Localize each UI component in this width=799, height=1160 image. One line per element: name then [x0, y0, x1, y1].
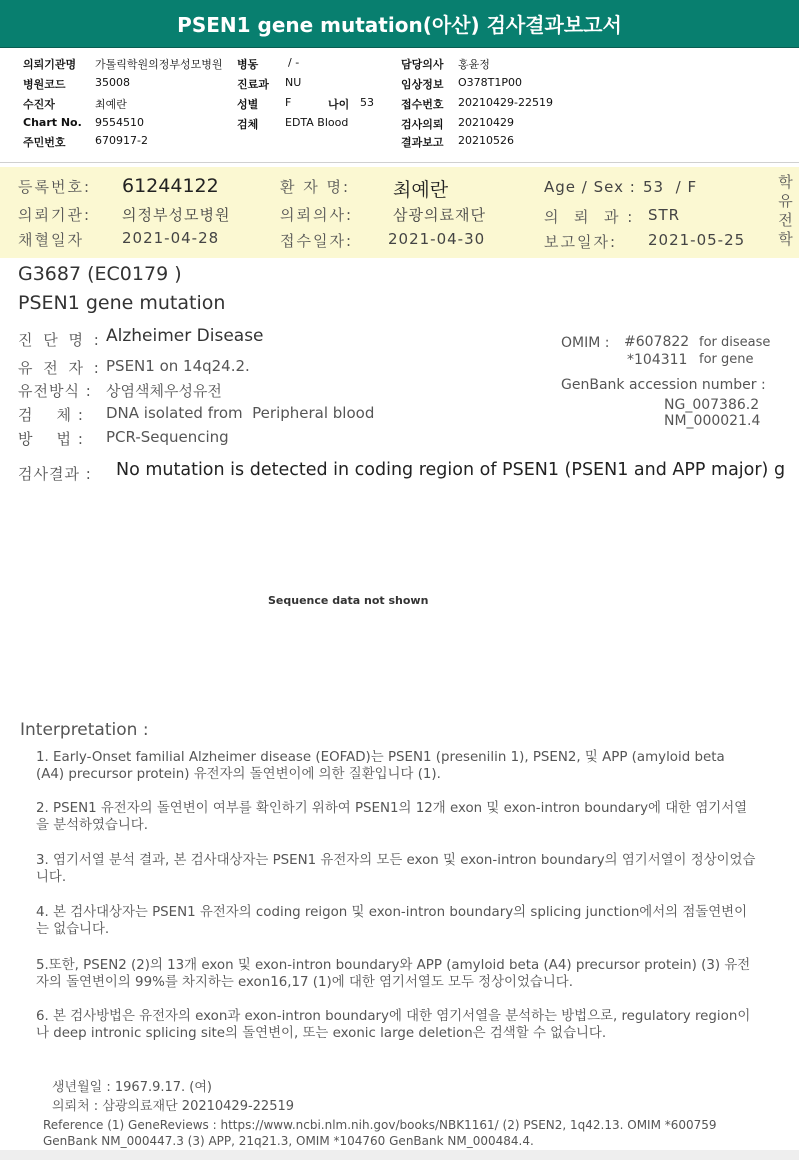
band-draw-label: 채혈일자 [18, 231, 84, 249]
band-agesex-value: 53 / F [643, 178, 698, 196]
band-inst-label: 의뢰기관: [18, 206, 92, 224]
band-inst-value: 의정부성모병원 [122, 206, 231, 224]
header-hospcode-value: 35008 [95, 76, 130, 89]
detail-method-value: PCR-Sequencing [106, 428, 229, 446]
header-request-label: 검사의뢰 [401, 118, 444, 131]
band-side-text: 학유전학 [776, 174, 794, 250]
header-chart-value: 9554510 [95, 116, 144, 129]
detail-gene-value: PSEN1 on 14q24.2. [106, 357, 250, 375]
band-req-value: 삼광의료재단 [393, 206, 486, 224]
header-report-value: 20210526 [458, 134, 514, 147]
result-text: No mutation is detected in coding region of PSEN1 (PSEN1 and APP major) g [116, 460, 786, 480]
header-hospcode-label: 병원코드 [23, 78, 66, 91]
band-reg-label: 등록번호: [18, 178, 92, 196]
header-divider [0, 162, 799, 163]
band-patient-label: 환 자 명: [280, 178, 351, 196]
detail-inheritance-label: 유전방식 : [18, 382, 92, 400]
band-recv-value: 2021-04-30 [388, 230, 486, 248]
detail-method-label: 방 법 : [18, 430, 84, 448]
band-report-value: 2021-05-25 [648, 231, 746, 249]
header-report-label: 결과보고 [401, 136, 444, 149]
omim-disease-note: for disease [699, 335, 771, 350]
footer-birth: 생년월일 : 1967.9.17. (여) [52, 1080, 213, 1095]
report-title: PSEN1 gene mutation(아산) 검사결과보고서 [0, 0, 799, 48]
header-ward-value: / - [288, 56, 300, 69]
band-reg-value: 61244122 [122, 175, 219, 197]
interpretation-paragraph: 4. 본 검사대상자는 PSEN1 유전자의 coding reigon 및 exon-intron boundary의 splicing junction에서의 점돌연변이는 없습니다. [36, 905, 748, 937]
header-inst-value: 가톨릭학원의정부성모병원 [95, 58, 223, 71]
header-inst-label: 의뢰기관명 [23, 58, 77, 71]
omim-gene-note: for gene [699, 352, 754, 367]
page-bottom-strip [0, 1150, 799, 1160]
band-dept-value: STR [648, 206, 681, 224]
footer-requester: 의뢰처 : 삼광의료재단 20210429-22519 [52, 1099, 295, 1114]
band-agesex-label: Age / Sex : [544, 178, 636, 196]
detail-specimen-value: DNA isolated from Peripheral blood [106, 404, 375, 422]
header-sex-value: F [285, 96, 292, 109]
genbank-ng: NG_007386.2 [664, 397, 760, 413]
band-report-label: 보고일자: [544, 233, 618, 251]
header-patient-label: 수진자 [23, 98, 55, 111]
header-rrn-label: 주민번호 [23, 136, 66, 149]
detail-inheritance-value: 상염색체우성유전 [106, 382, 222, 400]
header-accession-label: 접수번호 [401, 98, 444, 111]
omim-gene-id: *104311 [627, 352, 688, 368]
detail-specimen-label: 검 체 : [18, 406, 84, 424]
band-dept-label: 의 뢰 과 : [544, 208, 635, 226]
header-age-value: 53 [360, 96, 374, 109]
interpretation-paragraph: 1. Early-Onset familial Alzheimer disease (EOFAD)는 PSEN1 (presenilin 1), PSEN2, 및 APP (amyloid beta (A4) precursor protein) 유전자의 돌연변이에 의한 질환입니다 (1). [36, 750, 725, 782]
header-specimen-label: 검체 [237, 118, 259, 131]
omim-disease-id: #607822 [624, 334, 690, 350]
detail-diagnosis-label: 진 단 명 : [18, 331, 102, 349]
omim-label: OMIM : [561, 335, 610, 351]
interpretation-paragraph: 6. 본 검사방법은 유전자의 exon과 exon-intron boundary에 대한 염기서열을 분석하는 방법으로, regulatory region이나 deep intronic splicing site의 돌연변이, 또는 exonic large deletion은 검색할 수 없습니다. [36, 1009, 751, 1041]
header-patient-value: 최예란 [95, 98, 127, 111]
result-label: 검사결과 : [18, 465, 92, 483]
header-rrn-value: 670917-2 [95, 134, 148, 147]
header-age-label: 나이 [328, 98, 350, 111]
header-accession-value: 20210429-22519 [458, 96, 553, 109]
band-draw-value: 2021-04-28 [122, 229, 220, 247]
header-doctor-label: 담당의사 [401, 58, 444, 71]
header-chart-label: Chart No. [23, 116, 82, 129]
header-inst-row [23, 56, 76, 72]
header-sex-label: 성별 [237, 98, 259, 111]
header-request-value: 20210429 [458, 116, 514, 129]
header-clinical-label: 임상정보 [401, 78, 444, 91]
header-specimen-value: EDTA Blood [285, 116, 349, 129]
interpretation-paragraph: 3. 염기서열 분석 결과, 본 검사대상자는 PSEN1 유전자의 모든 exon 및 exon-intron boundary의 염기서열이 정상이었습니다. [36, 853, 756, 885]
genbank-label: GenBank accession number : [561, 377, 766, 393]
header-doctor-value: 홍윤정 [458, 58, 490, 71]
test-name: PSEN1 gene mutation [18, 292, 226, 314]
detail-gene-label: 유 전 자 : [18, 359, 102, 377]
sequence-note: Sequence data not shown [268, 594, 429, 607]
band-recv-label: 접수일자: [280, 232, 354, 250]
test-code: G3687 (EC0179 ) [18, 263, 182, 285]
interpretation-paragraph: 2. PSEN1 유전자의 돌연변이 여부를 확인하기 위하여 PSEN1의 12개 exon 및 exon-intron boundary에 대한 염기서열을 분석하였습니다. [36, 801, 748, 833]
band-req-label: 의뢰의사: [280, 206, 354, 224]
interpretation-heading: Interpretation : [20, 720, 149, 740]
header-clinical-value: O378T1P00 [458, 76, 523, 89]
header-ward-label: 병동 [237, 58, 259, 71]
band-patient-value: 최예란 [393, 179, 449, 201]
interpretation-paragraph: 5.또한, PSEN2 (2)의 13개 exon 및 exon-intron boundary와 APP (amyloid beta (A4) precursor protein) (3) 유전자의 돌연변이의 99%를 차지하는 exon16,17 (1)에 대한 염기서열도 모두 정상이었습니다. [36, 958, 751, 990]
genbank-nm: NM_000021.4 [664, 413, 761, 429]
detail-diagnosis-value: Alzheimer Disease [106, 326, 264, 346]
header-dept-value: NU [285, 76, 302, 89]
header-dept-label: 진료과 [237, 78, 269, 91]
footer-reference: Reference (1) GeneReviews : https://www.ncbi.nlm.nih.gov/books/NBK1161/ (2) PSEN2, 1q42.13. OMIM *600759 GenBank NM_000447.3 (3) APP, 21q21.3, OMIM *104760 GenBank NM_000484.4. [43, 1118, 717, 1148]
